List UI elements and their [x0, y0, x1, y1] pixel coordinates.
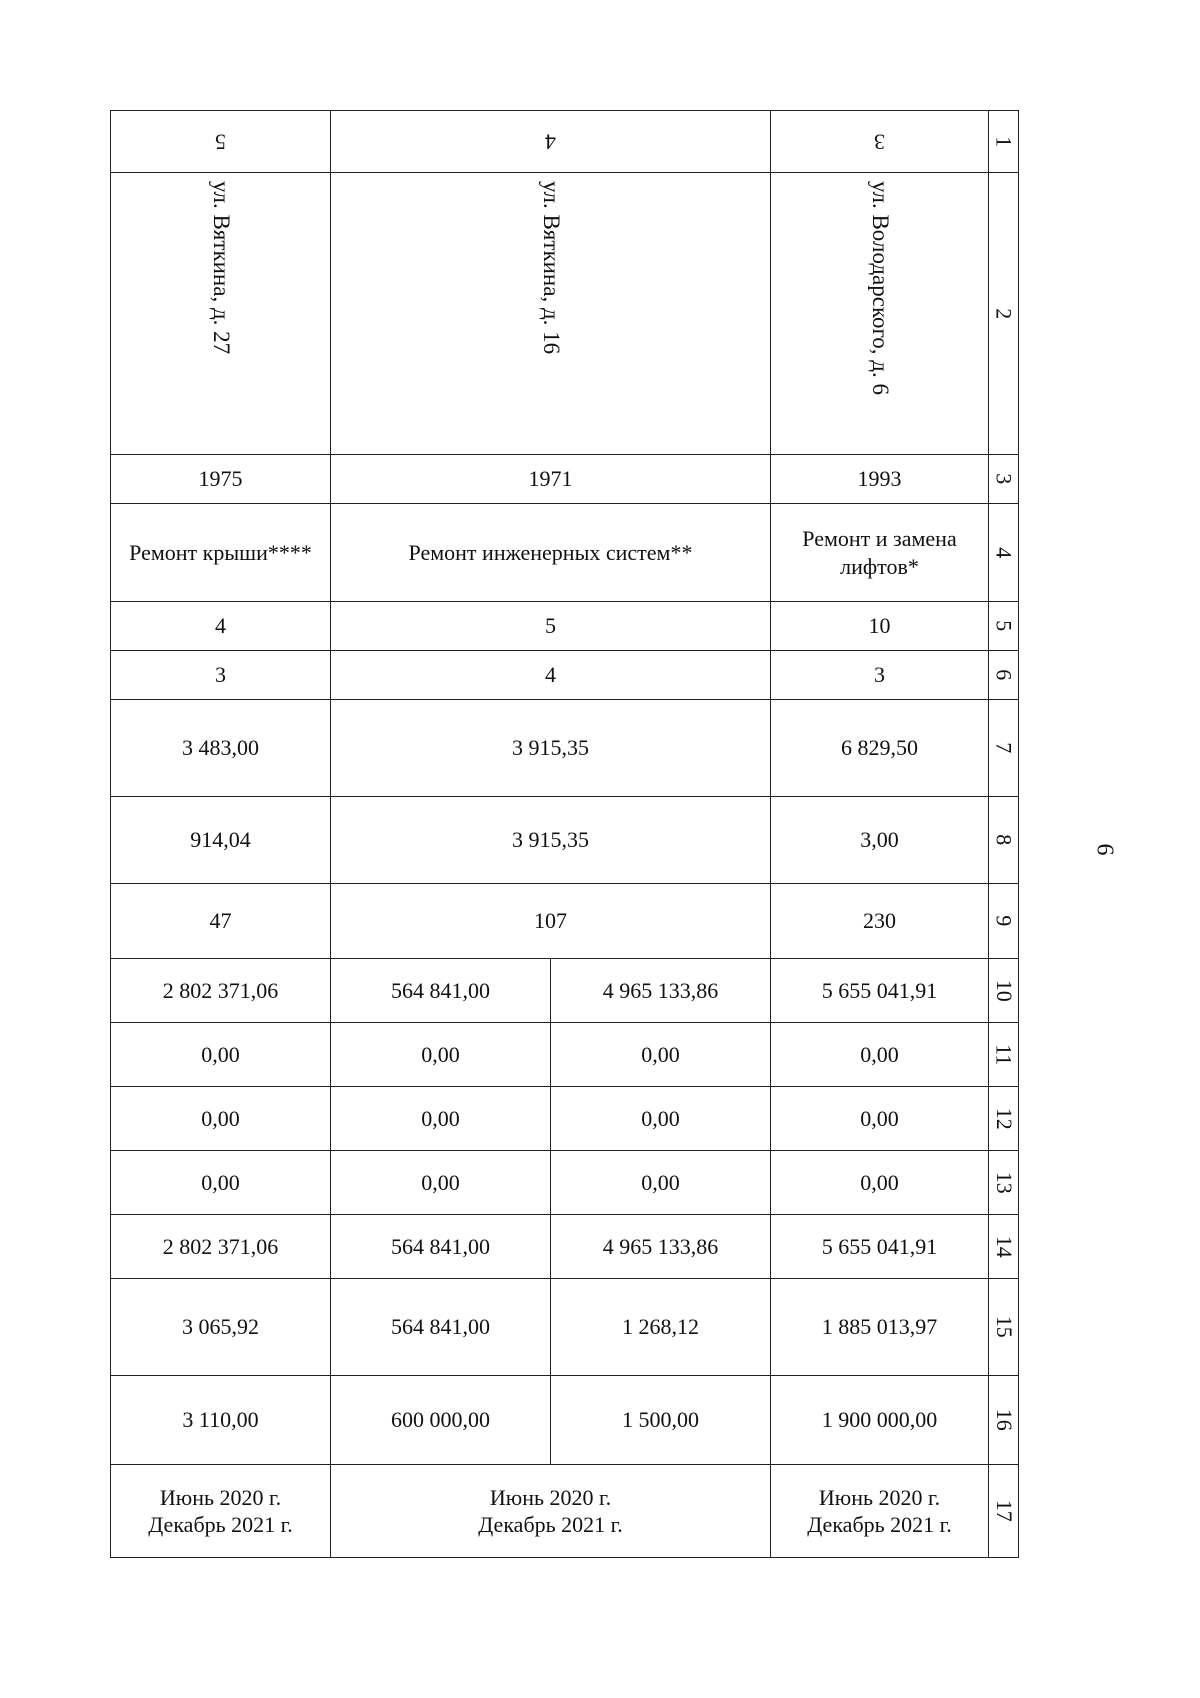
table-row: [111, 700, 1019, 797]
value-cell: 4: [331, 651, 771, 700]
period-cell: Июнь 2020 г. Декабрь 2021 г.: [331, 1465, 771, 1558]
row-number-cell: 11: [989, 1023, 1019, 1087]
table-row: [111, 602, 1019, 651]
col-number-cell: 3: [771, 111, 989, 173]
work-type-cell: Ремонт инженерных систем**: [331, 504, 771, 602]
value-cell: 1 885 013,97: [771, 1279, 989, 1376]
table-row: [111, 884, 1019, 959]
table-row: [111, 455, 1019, 504]
value-cell: 5 655 041,91: [771, 1215, 989, 1279]
table-row: [111, 959, 1019, 1023]
value-cell: 0,00: [551, 1087, 771, 1151]
value-cell: 0,00: [771, 1087, 989, 1151]
value-cell: 3 065,92: [111, 1279, 331, 1376]
table-row: [111, 173, 1019, 455]
row-number-cell: 9: [989, 884, 1019, 959]
value-cell: 600 000,00: [331, 1376, 551, 1465]
value-cell: 4 965 133,86: [551, 1215, 771, 1279]
row-number-cell: 2: [989, 173, 1019, 455]
value-cell: 5 655 041,91: [771, 959, 989, 1023]
value-cell: 0,00: [111, 1023, 331, 1087]
value-cell: 0,00: [111, 1087, 331, 1151]
value-cell: 47: [111, 884, 331, 959]
value-cell: 3: [771, 651, 989, 700]
value-cell: 4 965 133,86: [551, 959, 771, 1023]
value-cell: 1 500,00: [551, 1376, 771, 1465]
row-number-cell: 16: [989, 1376, 1019, 1465]
value-cell: 3 483,00: [111, 700, 331, 797]
year-cell: 1993: [771, 455, 989, 504]
value-cell: 2 802 371,06: [111, 1215, 331, 1279]
page-number: 6: [1091, 843, 1118, 856]
address-cell: ул. Володарского, д. 6: [771, 173, 989, 455]
table-row: [111, 1151, 1019, 1215]
value-cell: 0,00: [111, 1151, 331, 1215]
row-number-cell: 14: [989, 1215, 1019, 1279]
table-row: [111, 1087, 1019, 1151]
row-number-cell: 6: [989, 651, 1019, 700]
repair-program-table: [110, 110, 1018, 1557]
table-row: [111, 1279, 1019, 1376]
work-type-cell: Ремонт и замена лифтов*: [771, 504, 989, 602]
year-cell: 1971: [331, 455, 771, 504]
value-cell: 564 841,00: [331, 959, 551, 1023]
value-cell: 0,00: [331, 1023, 551, 1087]
table-row: [111, 651, 1019, 700]
period-cell: Июнь 2020 г. Декабрь 2021 г.: [771, 1465, 989, 1558]
value-cell: 914,04: [111, 797, 331, 884]
value-cell: 0,00: [551, 1151, 771, 1215]
table-row: [111, 111, 1019, 173]
value-cell: 10: [771, 602, 989, 651]
row-number-cell: 3: [989, 455, 1019, 504]
row-number-cell: 15: [989, 1279, 1019, 1376]
table-row: [111, 1465, 1019, 1558]
period-cell: Июнь 2020 г. Декабрь 2021 г.: [111, 1465, 331, 1558]
value-cell: 3 915,35: [331, 797, 771, 884]
address-cell: ул. Вяткина, д. 16: [331, 173, 771, 455]
value-cell: 3,00: [771, 797, 989, 884]
row-number-cell: 1: [989, 111, 1019, 173]
value-cell: 3 110,00: [111, 1376, 331, 1465]
value-cell: 3: [111, 651, 331, 700]
value-cell: 0,00: [331, 1087, 551, 1151]
row-number-cell: 4: [989, 504, 1019, 602]
row-number-cell: 13: [989, 1151, 1019, 1215]
table-row: [111, 504, 1019, 602]
value-cell: 0,00: [551, 1023, 771, 1087]
table-row: [111, 1376, 1019, 1465]
value-cell: 0,00: [331, 1151, 551, 1215]
address-cell: ул. Вяткина, д. 27: [111, 173, 331, 455]
value-cell: 1 268,12: [551, 1279, 771, 1376]
table-row: [111, 1215, 1019, 1279]
value-cell: 564 841,00: [331, 1279, 551, 1376]
value-cell: 5: [331, 602, 771, 651]
value-cell: 1 900 000,00: [771, 1376, 989, 1465]
value-cell: 107: [331, 884, 771, 959]
value-cell: 0,00: [771, 1151, 989, 1215]
col-number-cell: 5: [111, 111, 331, 173]
row-number-cell: 7: [989, 700, 1019, 797]
table-row: [111, 1023, 1019, 1087]
value-cell: 4: [111, 602, 331, 651]
value-cell: 6 829,50: [771, 700, 989, 797]
row-number-cell: 5: [989, 602, 1019, 651]
year-cell: 1975: [111, 455, 331, 504]
row-number-cell: 10: [989, 959, 1019, 1023]
value-cell: 2 802 371,06: [111, 959, 331, 1023]
value-cell: 230: [771, 884, 989, 959]
value-cell: 3 915,35: [331, 700, 771, 797]
row-number-cell: 17: [989, 1465, 1019, 1558]
table-row: [111, 797, 1019, 884]
col-number-cell: 4: [331, 111, 771, 173]
work-type-cell: Ремонт крыши****: [111, 504, 331, 602]
value-cell: 0,00: [771, 1023, 989, 1087]
value-cell: 564 841,00: [331, 1215, 551, 1279]
row-number-cell: 12: [989, 1087, 1019, 1151]
row-number-cell: 8: [989, 797, 1019, 884]
